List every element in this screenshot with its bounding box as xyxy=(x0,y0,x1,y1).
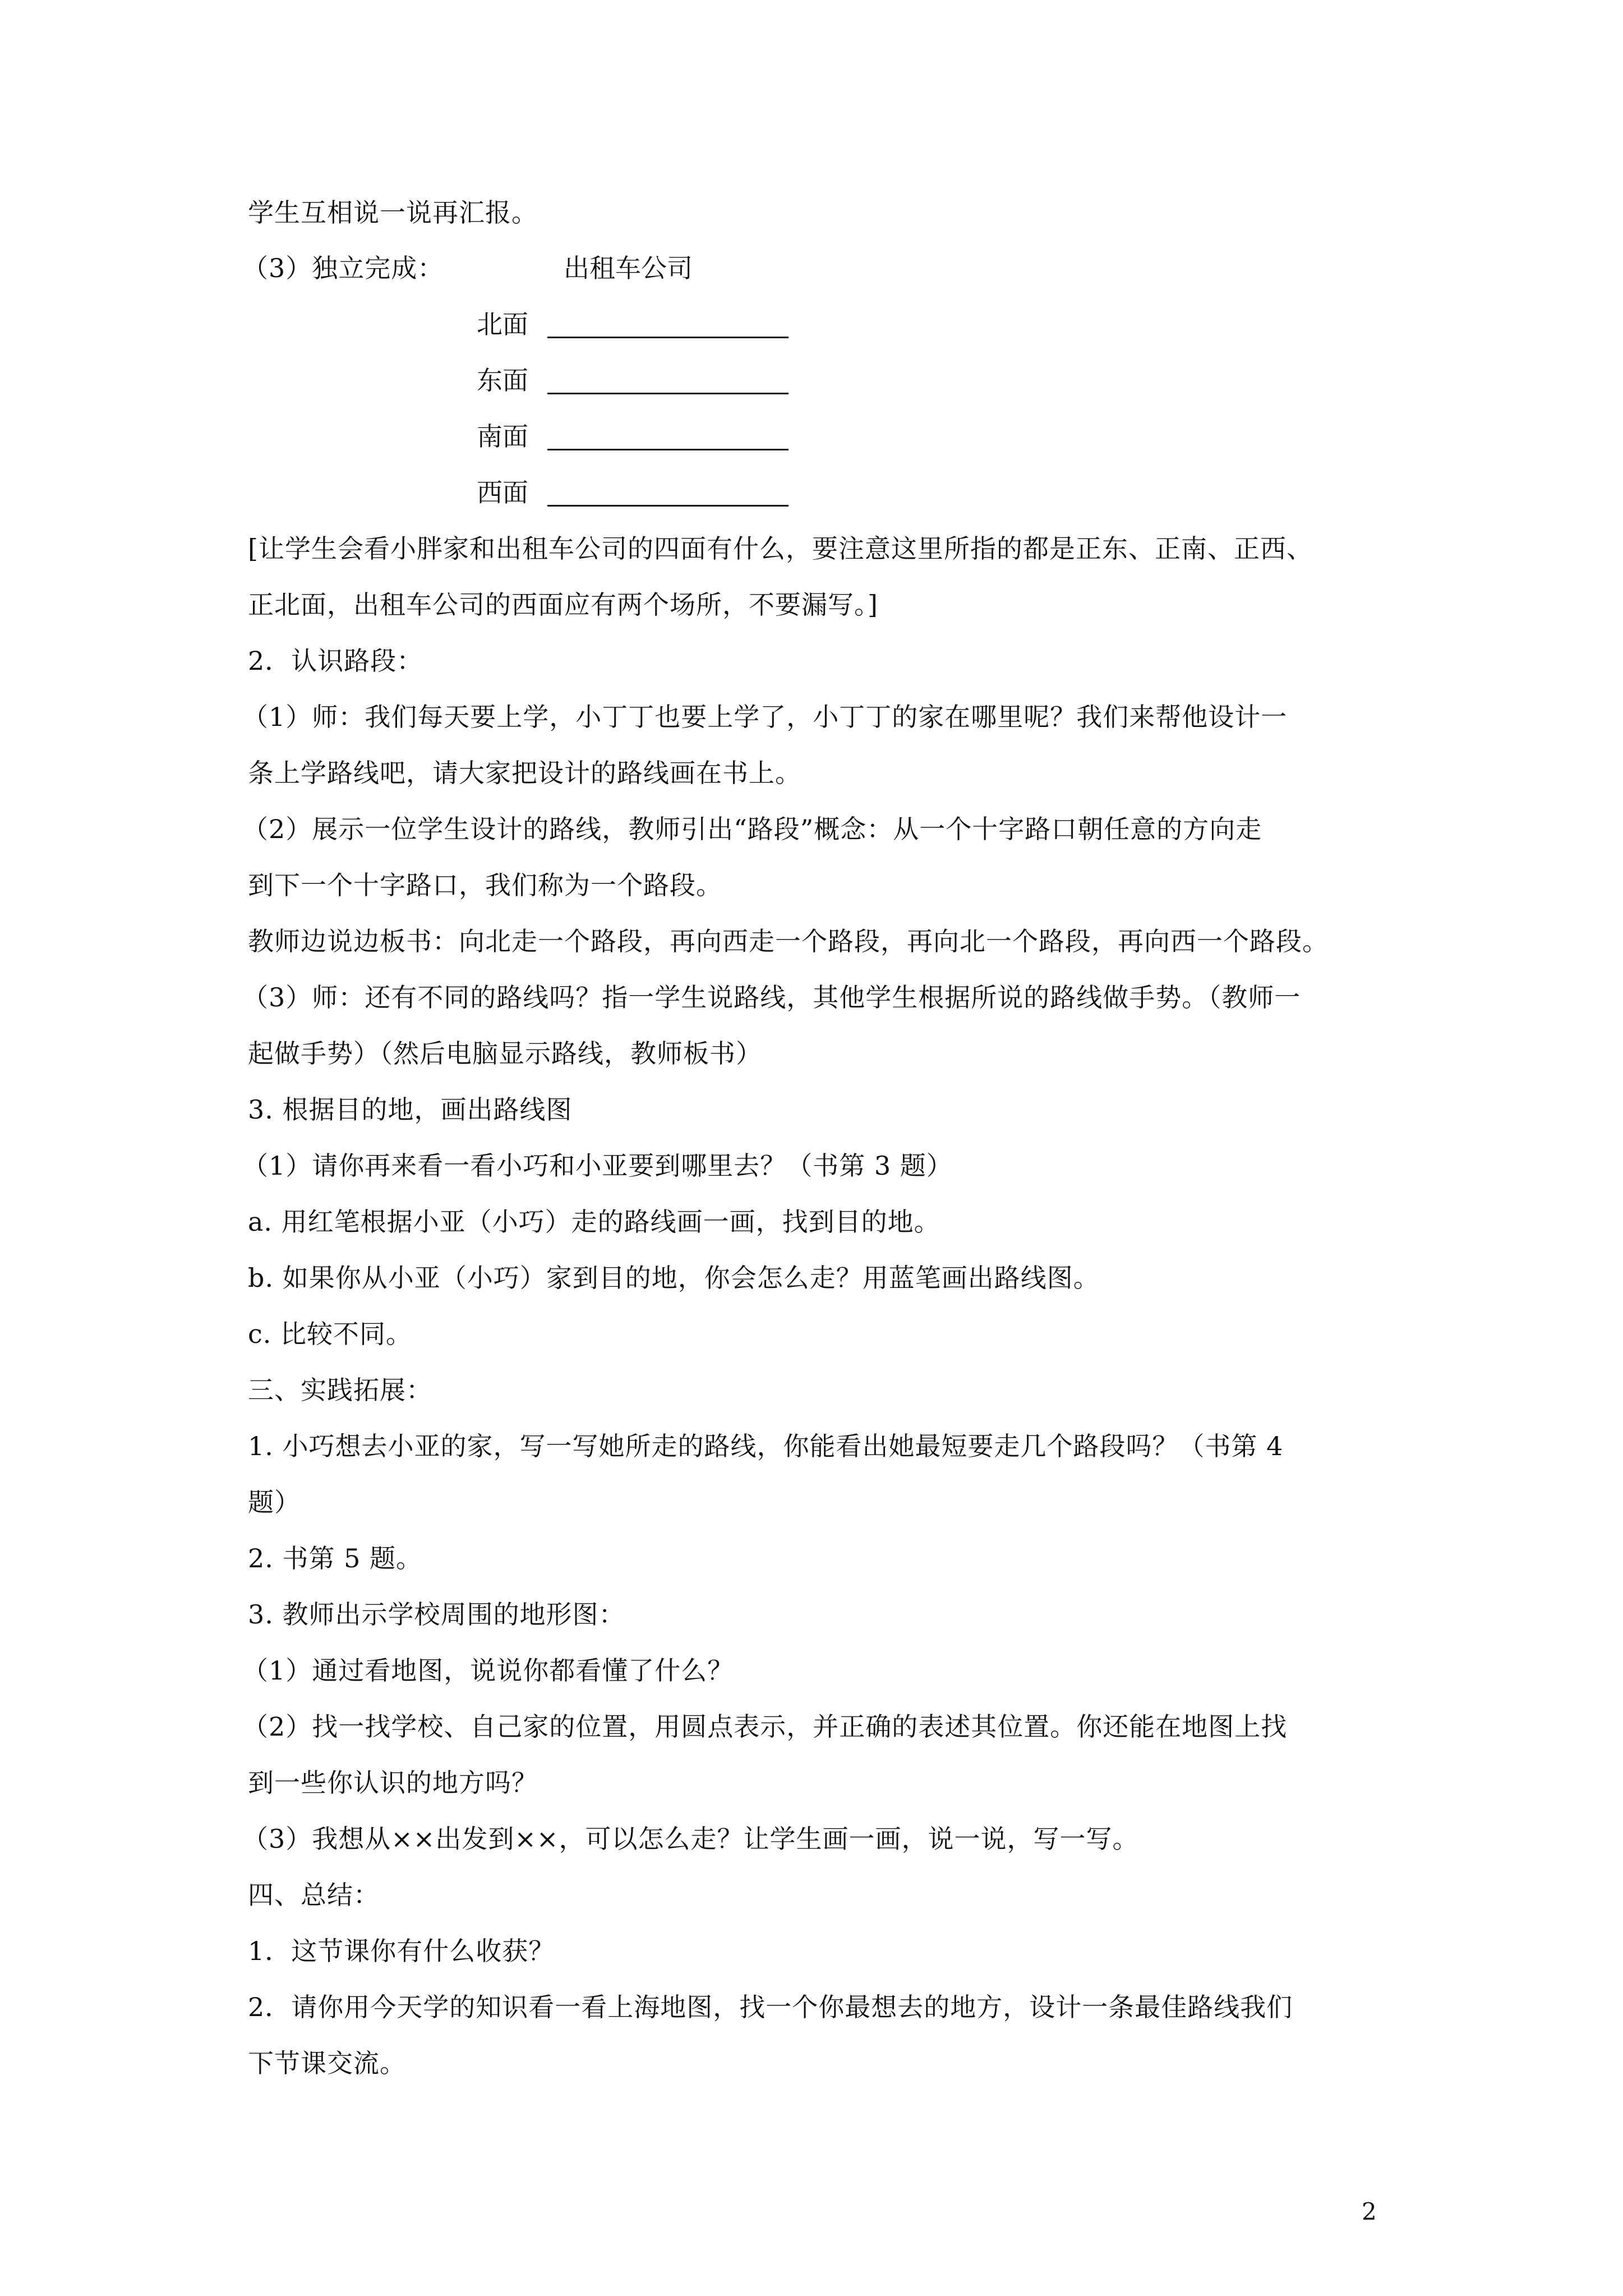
direction-row-north xyxy=(477,307,824,341)
text-line: 1．这节课你有什么收获？ xyxy=(248,1936,555,1966)
answer-blank[interactable] xyxy=(547,337,789,338)
section-heading: 四、总结： xyxy=(248,1880,380,1910)
text-line: 条上学路线吧，请大家把设计的路线画在书上。 xyxy=(248,758,801,788)
text-line: a. 用红笔根据小亚（小巧）走的路线画一画，找到目的地。 xyxy=(248,1207,940,1237)
text-line: （1）师：我们每天要上学，小丁丁也要上学了，小丁丁的家在哪里呢？我们来帮他设计一 xyxy=(242,702,1288,732)
section-heading: 三、实践拓展： xyxy=(248,1375,432,1405)
text-line: b. 如果你从小亚（小巧）家到目的地，你会怎么走？用蓝笔画出路线图。 xyxy=(248,1263,1100,1293)
answer-blank[interactable] xyxy=(547,449,789,450)
text-line: 教师边说边板书：向北走一个路段，再向西走一个路段，再向北一个路段，再向西一个路段。 xyxy=(248,926,1329,956)
answer-blank[interactable] xyxy=(547,393,789,394)
exercise-subject: 出租车公司 xyxy=(564,253,693,283)
direction-label: 北面 xyxy=(477,309,528,339)
direction-row-west xyxy=(477,476,824,509)
text-line: 下节课交流。 xyxy=(248,2048,406,2078)
direction-label: 西面 xyxy=(477,477,528,508)
direction-label: 东面 xyxy=(477,365,528,395)
text-line: 到一些你认识的地方吗？ xyxy=(248,1768,538,1798)
text-line: 到下一个十字路口，我们称为一个路段。 xyxy=(248,870,722,900)
answer-blank[interactable] xyxy=(547,505,789,507)
text-line: 学生互相说一说再汇报。 xyxy=(248,197,538,228)
text-line: 题） xyxy=(248,1487,301,1517)
section-heading: 2．认识路段： xyxy=(248,646,423,676)
direction-row-south xyxy=(477,420,824,453)
text-line: （3）独立完成： xyxy=(242,253,444,283)
page-number: 2 xyxy=(1362,2198,1377,2225)
text-line: （2）找一找学校、自己家的位置，用圆点表示，并正确的表述其位置。你还能在地图上找 xyxy=(242,1711,1288,1742)
direction-label: 南面 xyxy=(477,421,528,452)
text-line: 1. 小巧想去小亚的家，写一写她所走的路线，你能看出她最短要走几个路段吗？（书第 4 xyxy=(248,1431,1284,1461)
section-heading: 3. 根据目的地，画出路线图 xyxy=(248,1094,573,1125)
text-line: （1）通过看地图，说说你都看懂了什么？ xyxy=(242,1655,734,1686)
text-line: 起做手势）（然后电脑显示路线，教师板书） xyxy=(248,1038,762,1069)
text-line: c. 比较不同。 xyxy=(248,1319,413,1349)
direction-row-east xyxy=(477,364,824,397)
text-line: 2. 书第 5 题。 xyxy=(248,1543,423,1573)
text-line: 2．请你用今天学的知识看一看上海地图，找一个你最想去的地方，设计一条最佳路线我们 xyxy=(248,1992,1293,2022)
text-line: （1）请你再来看一看小巧和小亚要到哪里去？（书第 3 题） xyxy=(242,1151,953,1181)
text-line: （3）师：还有不同的路线吗？指一学生说路线，其他学生根据所说的路线做手势。（教师一 xyxy=(242,982,1301,1013)
text-line: 正北面，出租车公司的西面应有两个场所，不要漏写。] xyxy=(248,590,878,620)
text-line: [让学生会看小胖家和出租车公司的四面有什么，要注意这里所指的都是正东、正南、正西、 xyxy=(248,533,1313,564)
text-line: （3）我想从××出发到××，可以怎么走？让学生画一画，说一说，写一写。 xyxy=(242,1824,1139,1854)
text-line: 3. 教师出示学校周围的地形图： xyxy=(248,1599,625,1630)
text-line: （2）展示一位学生设计的路线，教师引出“路段”概念：从一个十字路口朝任意的方向走 xyxy=(242,814,1262,844)
